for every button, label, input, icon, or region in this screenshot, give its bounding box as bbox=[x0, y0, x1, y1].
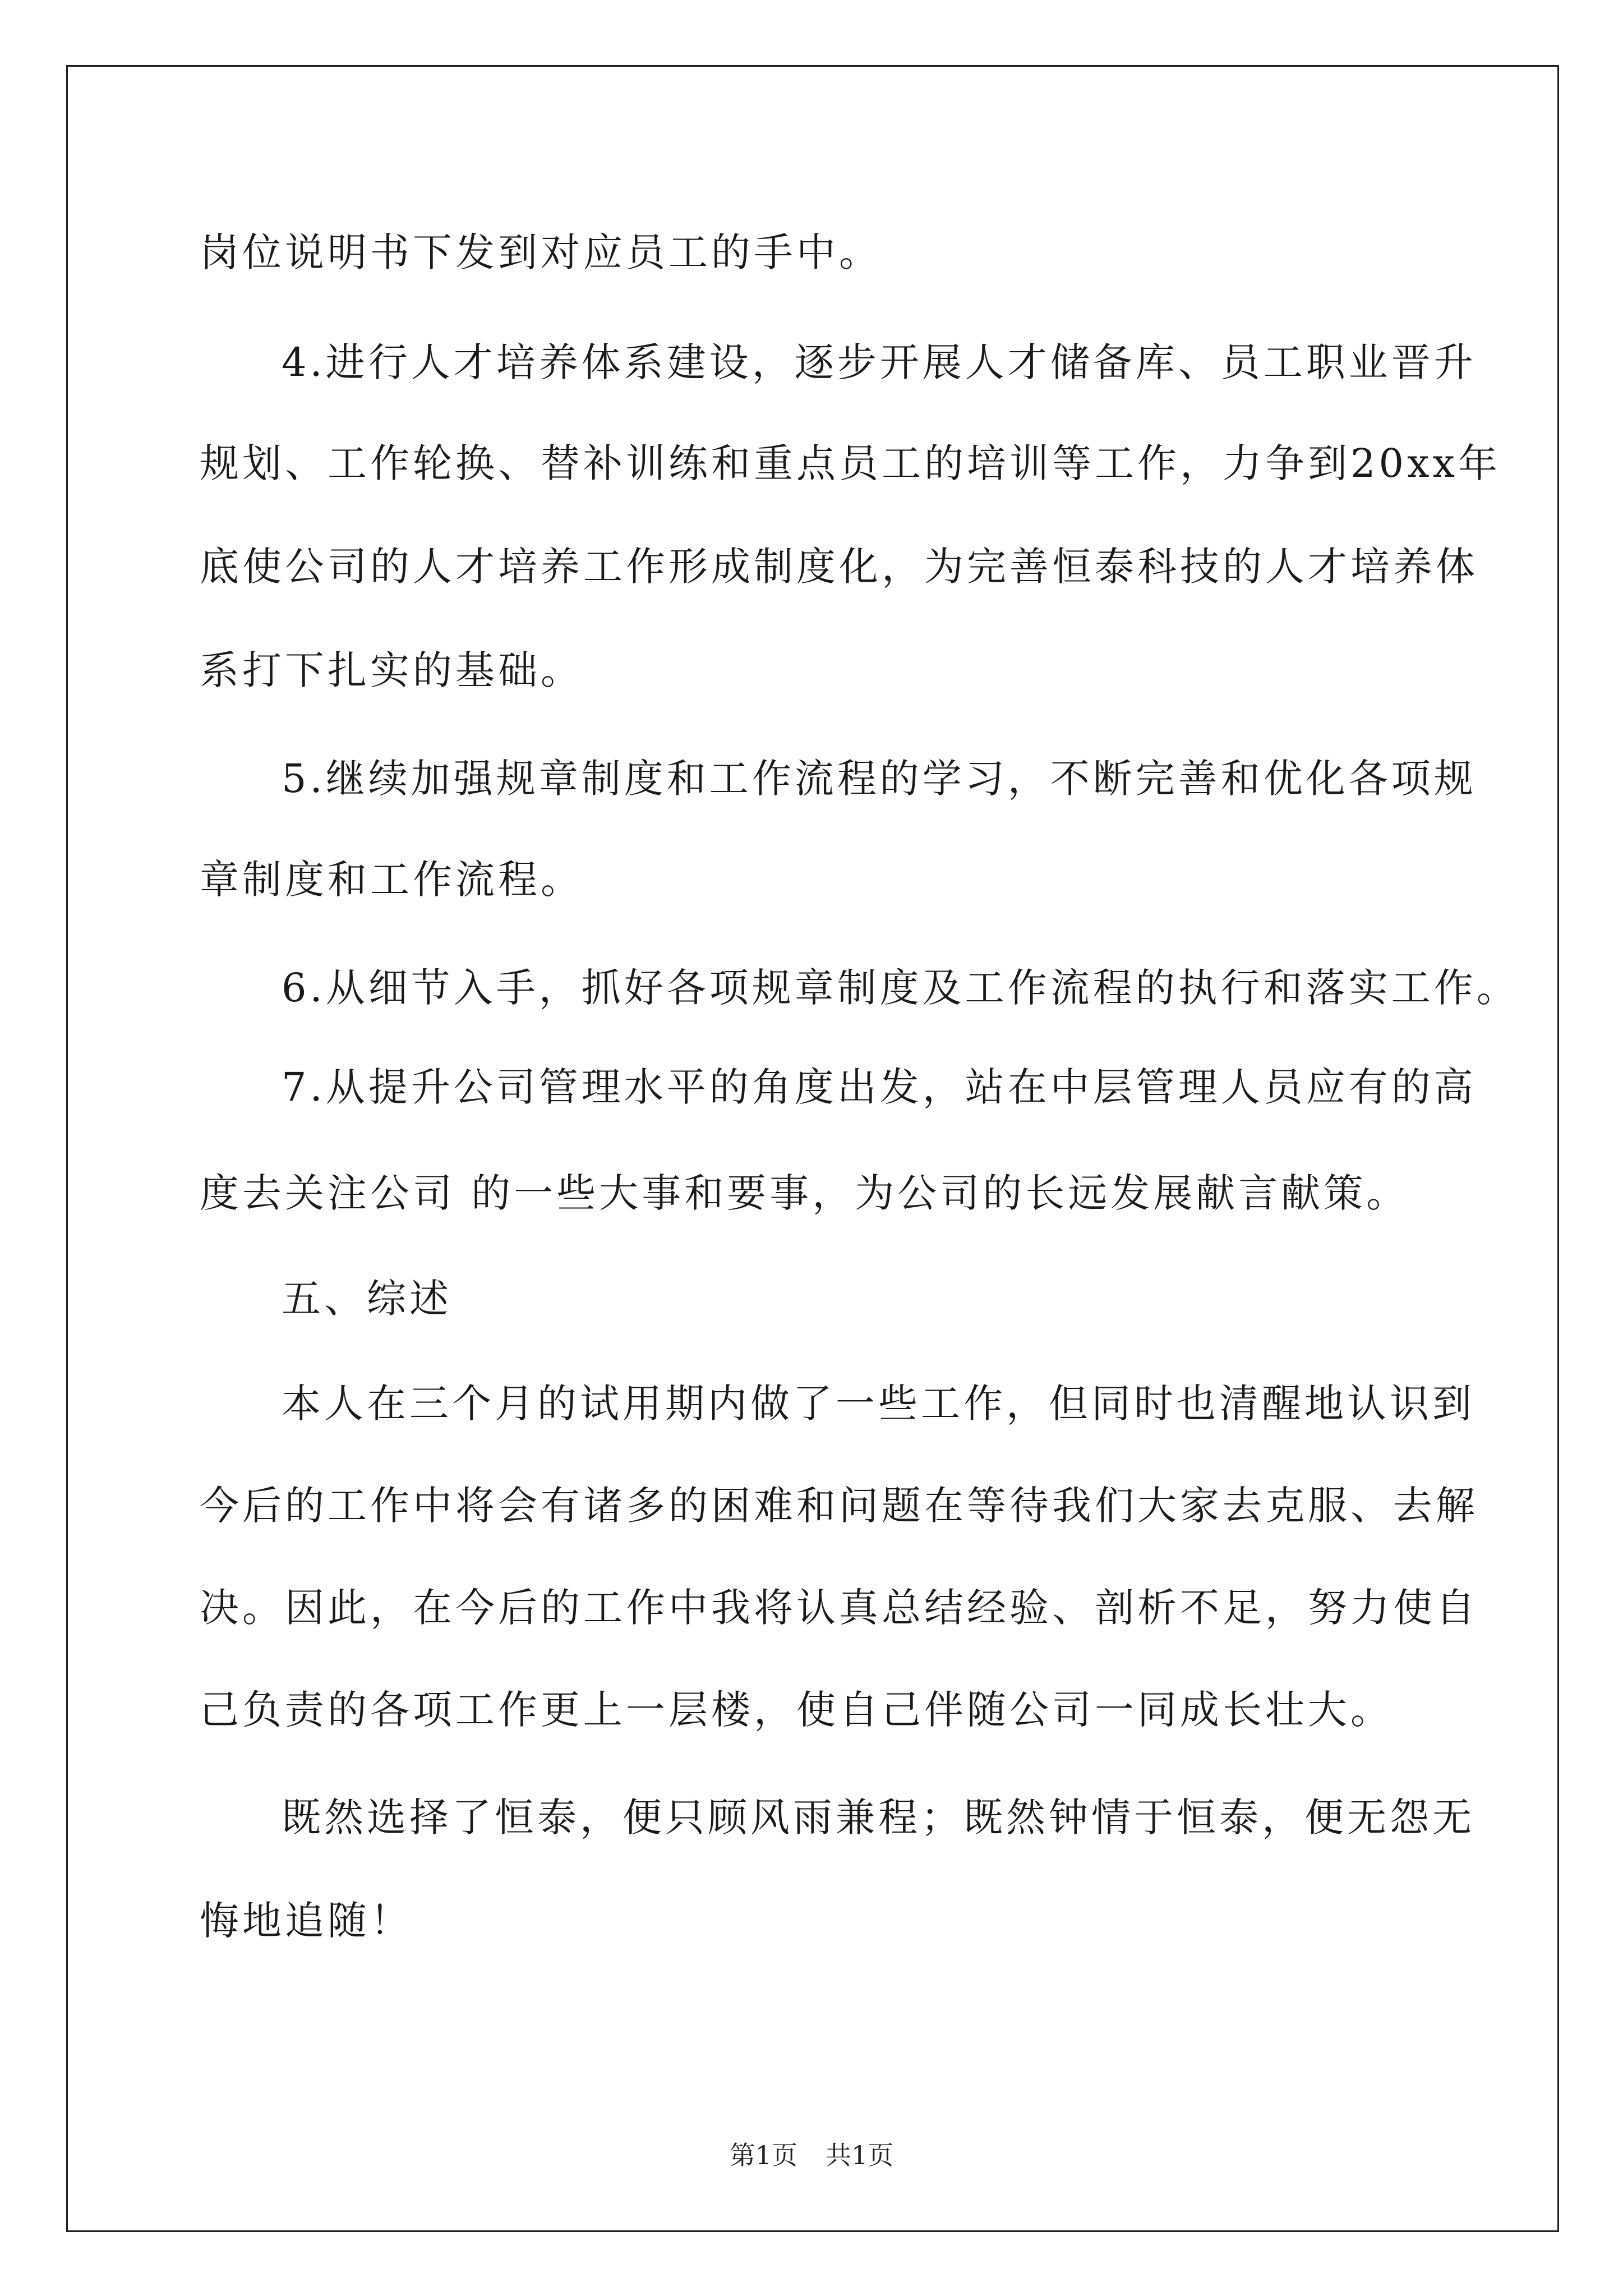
list-item-4: 4.进行人才培养体系建设，逐步开展人才储备库、员工职业晋升 bbox=[282, 339, 1477, 385]
text-line: 决。因此，在今后的工作中我将认真总结经验、剖析不足，努力使自 bbox=[200, 1585, 1478, 1631]
text-line: 度去关注公司 的一些大事和要事，为公司的长远发展献言献策。 bbox=[200, 1170, 1409, 1216]
paragraph-line: 本人在三个月的试用期内做了一些工作，但同时也清醒地认识到 bbox=[282, 1381, 1475, 1427]
paragraph-line: 既然选择了恒泰，便只顾风雨兼程；既然钟情于恒泰，便无怨无 bbox=[282, 1795, 1475, 1841]
page-footer bbox=[0, 2138, 1623, 2172]
section-heading: 五、综述 bbox=[282, 1276, 452, 1322]
list-item-6: 6.从细节入手，抓好各项规章制度及工作流程的执行和落实工作。 bbox=[282, 965, 1519, 1011]
text-line: 悔地追随！ bbox=[200, 1898, 413, 1944]
text-line: 系打下扎实的基础。 bbox=[200, 647, 583, 693]
list-item-5: 5.继续加强规章制度和工作流程的学习，不断完善和优化各项规 bbox=[282, 756, 1477, 802]
page-number: 第1页 bbox=[729, 2140, 797, 2170]
text-line: 己负责的各项工作更上一层楼，使自己伴随公司一同成长壮大。 bbox=[200, 1687, 1393, 1733]
text-line: 章制度和工作流程。 bbox=[200, 857, 583, 903]
text-line: 底使公司的人才培养工作形成制度化，为完善恒泰科技的人才培养体 bbox=[200, 544, 1478, 590]
text-line: 规划、工作轮换、替补训练和重点员工的培训等工作，力争到20xx年 bbox=[200, 440, 1501, 486]
list-item-7: 7.从提升公司管理水平的角度出发，站在中层管理人员应有的高 bbox=[282, 1064, 1477, 1110]
page-total: 共1页 bbox=[826, 2140, 894, 2170]
text-line: 今后的工作中将会有诸多的困难和问题在等待我们大家去克服、去解 bbox=[200, 1483, 1478, 1529]
text-line: 岗位说明书下发到对应员工的手中。 bbox=[200, 229, 882, 275]
